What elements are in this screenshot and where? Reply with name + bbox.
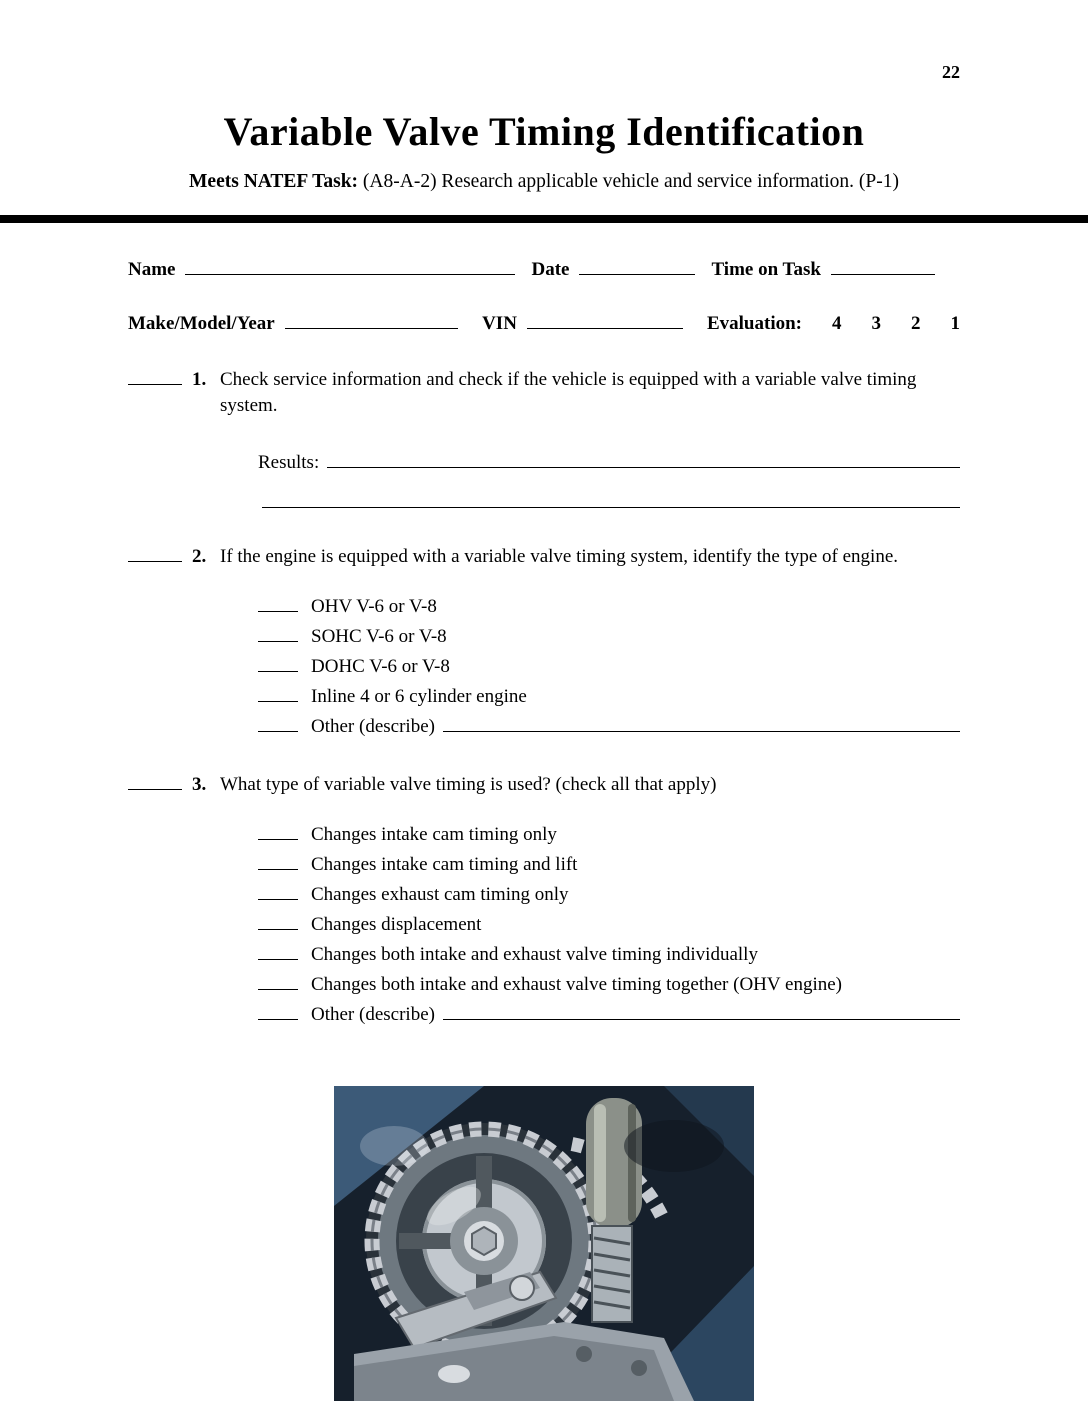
option-row xyxy=(258,850,960,874)
name-blank xyxy=(185,255,515,275)
natef-task-text: (A8-A-2) Research applicable vehicle and service information. (P-1) xyxy=(362,171,899,192)
question-2-options xyxy=(258,592,960,736)
results-row xyxy=(258,448,960,474)
option-check-blank xyxy=(258,820,298,840)
option-label: OHV V-6 or V-8 xyxy=(311,595,437,617)
question-3-text: What type of variable valve timing is used? (check all that apply) xyxy=(220,773,717,795)
question-1-check-blank xyxy=(128,365,182,385)
option-row xyxy=(258,970,960,994)
header-row-1 xyxy=(128,255,960,281)
engine-photo-illustration xyxy=(334,1086,754,1401)
option-label: Changes both intake and exhaust valve timing individually xyxy=(311,943,758,965)
natef-task-line xyxy=(0,171,1088,193)
option-check-blank xyxy=(258,652,298,672)
results-blank-line-2 xyxy=(262,488,960,508)
question-3-options xyxy=(258,820,960,1024)
option-label: Inline 4 or 6 cylinder engine xyxy=(311,685,527,707)
question-2-number: 2. xyxy=(192,546,207,568)
question-1-number: 1. xyxy=(192,369,207,390)
option-label: Other (describe) xyxy=(311,1003,435,1025)
question-3-number: 3. xyxy=(192,773,207,795)
option-check-blank xyxy=(258,850,298,870)
option-row xyxy=(258,652,960,676)
date-blank xyxy=(579,255,695,275)
make-model-year-blank xyxy=(285,309,458,329)
form-area xyxy=(0,255,1088,1401)
option-row xyxy=(258,592,960,616)
question-1-text: Check service information and check if the vehicle is equipped with a variable valve timing system. xyxy=(220,369,917,416)
option-row xyxy=(258,682,960,706)
vin-blank xyxy=(527,309,683,329)
name-label: Name xyxy=(128,259,176,280)
divider-bar xyxy=(0,215,1088,223)
option-check-blank xyxy=(258,622,298,642)
time-on-task-label: Time on Task xyxy=(711,259,821,280)
option-label: Other (describe) xyxy=(311,715,435,737)
make-model-year-label: Make/Model/Year xyxy=(128,313,275,334)
date-label: Date xyxy=(531,259,570,280)
option-label: SOHC V-6 or V-8 xyxy=(311,625,447,647)
option-row-other xyxy=(258,712,960,736)
option-check-blank xyxy=(258,712,298,732)
option-label: Changes intake cam timing only xyxy=(311,823,557,845)
option-check-blank xyxy=(258,880,298,900)
option-check-blank xyxy=(258,592,298,612)
evaluation-score-3: 3 xyxy=(871,313,881,334)
question-2-text: If the engine is equipped with a variable valve timing system, identify the type of engine. xyxy=(220,546,899,568)
option-row xyxy=(258,820,960,844)
question-3 xyxy=(128,770,960,798)
option-row-other xyxy=(258,1000,960,1024)
results-label: Results: xyxy=(258,452,320,474)
time-on-task-blank xyxy=(831,255,935,275)
option-row xyxy=(258,940,960,964)
option-label: Changes intake cam timing and lift xyxy=(311,853,578,875)
option-label: Changes both intake and exhaust valve timing together (OHV engine) xyxy=(311,973,842,995)
question-1 xyxy=(128,365,960,418)
option-label: DOHC V-6 or V-8 xyxy=(311,655,450,677)
page-number: 22 xyxy=(942,62,960,82)
evaluation-score-2: 2 xyxy=(911,313,921,334)
results-row-2 xyxy=(262,488,960,508)
option-row xyxy=(258,622,960,646)
natef-task-label: Meets NATEF Task: xyxy=(189,171,359,192)
option-check-blank xyxy=(258,970,298,990)
option-row xyxy=(258,910,960,934)
option-check-blank xyxy=(258,910,298,930)
option-check-blank xyxy=(258,1000,298,1020)
option-check-blank xyxy=(258,940,298,960)
evaluation-score-4: 4 xyxy=(832,313,842,334)
option-check-blank xyxy=(258,682,298,702)
option-label: Changes displacement xyxy=(311,913,482,935)
page-title: Variable Valve Timing Identification xyxy=(223,109,865,154)
evaluation-score-1: 1 xyxy=(950,313,960,334)
other-describe-blank xyxy=(443,712,960,732)
vvt-engine-photo xyxy=(334,1086,754,1401)
question-3-check-blank xyxy=(128,770,182,790)
results-blank-line-1 xyxy=(327,448,960,468)
question-2 xyxy=(128,542,960,570)
option-row xyxy=(258,880,960,904)
other-describe-blank xyxy=(443,1000,960,1020)
option-label: Changes exhaust cam timing only xyxy=(311,883,569,905)
question-2-check-blank xyxy=(128,542,182,562)
header-row-2 xyxy=(128,309,960,335)
vin-label: VIN xyxy=(482,313,517,334)
evaluation-label: Evaluation: xyxy=(706,313,802,334)
